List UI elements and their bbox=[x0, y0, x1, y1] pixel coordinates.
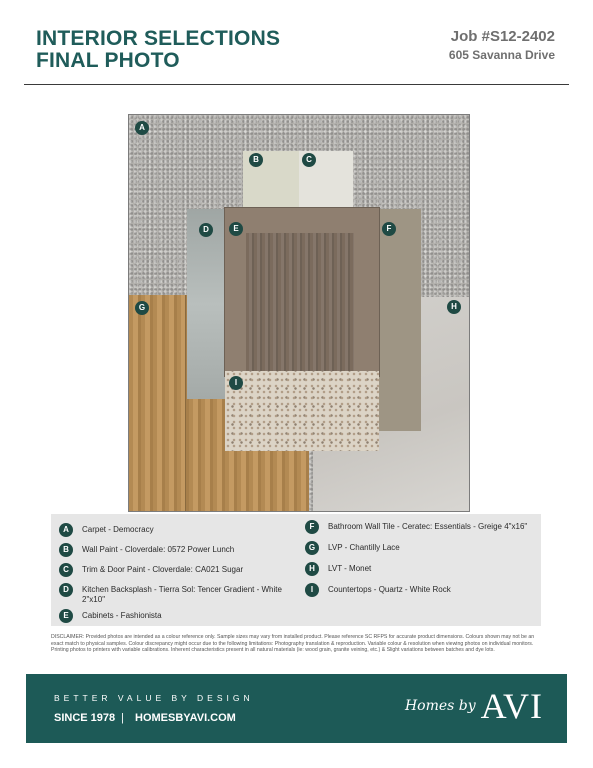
legend-item-b bbox=[59, 545, 289, 557]
tag-f: F bbox=[382, 222, 396, 236]
lvp-plank-seam bbox=[185, 295, 186, 511]
disclaimer-text: DISCLAIMER: Provided photos are intended as a colour reference only. Sample sizes may vary from installed product. Please reference SC RFPS for accurate product dimensions. Colours shown may not be an exact match to physical samples. Colour discrepancy might occur due to the following limitations: Photography translation & reproduction. Variable colour & resolution when viewing photos on individual monitors. Printing photos to printers with variable calibrations. Inherent characteristics present in all natural materials (ie: wood grain, granite veining, etc.) & Slight variations between batches and dye lots. bbox=[51, 634, 535, 654]
backsplash-swatch bbox=[187, 209, 225, 399]
footer-since: SINCE 1978 bbox=[54, 712, 116, 724]
legend-item-a bbox=[59, 525, 289, 537]
legend-key-i: I bbox=[305, 583, 319, 597]
footer-website-link[interactable]: HOMESBYAVI.COM bbox=[135, 712, 236, 724]
tag-c: C bbox=[302, 153, 316, 167]
legend-item-i bbox=[305, 585, 537, 597]
legend-item-e bbox=[59, 611, 289, 623]
tag-d: D bbox=[199, 223, 213, 237]
material-board-photo bbox=[128, 114, 470, 512]
legend-text-c: Trim & Door Paint - Cloverdale: CA021 Sugar bbox=[82, 565, 244, 574]
header-divider bbox=[24, 84, 569, 85]
legend-item-h bbox=[305, 564, 537, 576]
legend-text-d: Kitchen Backsplash - Tierra Sol: Tencer Gradient - White 2"x10" bbox=[82, 585, 282, 604]
legend-text-e: Cabinets - Fashionista bbox=[82, 611, 162, 620]
legend-item-g bbox=[305, 543, 537, 555]
legend-key-e: E bbox=[59, 609, 73, 623]
title-line-2: FINAL PHOTO bbox=[36, 49, 180, 72]
tag-b: B bbox=[249, 153, 263, 167]
logo-script-text: Homes by bbox=[404, 698, 476, 714]
homes-by-avi-logo bbox=[405, 688, 543, 724]
page-title bbox=[36, 28, 280, 72]
tag-h: H bbox=[447, 300, 461, 314]
footer-banner bbox=[26, 674, 567, 743]
legend-key-f: F bbox=[305, 520, 319, 534]
job-info bbox=[449, 28, 555, 62]
logo-brand-text: AVI bbox=[480, 686, 543, 726]
legend-key-a: A bbox=[59, 523, 73, 537]
legend-text-i: Countertops - Quartz - White Rock bbox=[328, 585, 451, 594]
legend-text-b: Wall Paint - Cloverdale: 0572 Power Lunch bbox=[82, 545, 235, 554]
legend-text-a: Carpet - Democracy bbox=[82, 525, 154, 534]
tag-g: G bbox=[135, 301, 149, 315]
job-address: 605 Savanna Drive bbox=[448, 48, 555, 62]
job-number: Job #S12-2402 bbox=[450, 28, 555, 45]
legend-key-b: B bbox=[59, 543, 73, 557]
bathroom-tile-swatch bbox=[377, 209, 421, 431]
legend-key-h: H bbox=[305, 562, 319, 576]
legend-item-d bbox=[59, 585, 289, 605]
legend-item-f bbox=[305, 522, 537, 534]
title-line-1: INTERIOR SELECTIONS bbox=[36, 27, 281, 50]
tag-i: I bbox=[229, 376, 243, 390]
selections-legend bbox=[51, 514, 541, 626]
tag-a: A bbox=[135, 121, 149, 135]
legend-key-d: D bbox=[59, 583, 73, 597]
legend-item-c bbox=[59, 565, 289, 577]
legend-key-g: G bbox=[305, 541, 319, 555]
tag-e: E bbox=[229, 222, 243, 236]
legend-text-h: LVT - Monet bbox=[328, 564, 372, 573]
legend-key-c: C bbox=[59, 563, 73, 577]
footer-separator: | bbox=[121, 712, 124, 724]
legend-text-g: LVP - Chantilly Lace bbox=[328, 543, 400, 552]
cabinet-door-panel bbox=[246, 233, 354, 373]
footer-tagline: BETTER VALUE BY DESIGN bbox=[54, 693, 254, 703]
legend-text-f: Bathroom Wall Tile - Ceratec: Essentials - Greige 4"x16" bbox=[328, 522, 528, 531]
countertop-swatch bbox=[225, 371, 379, 451]
